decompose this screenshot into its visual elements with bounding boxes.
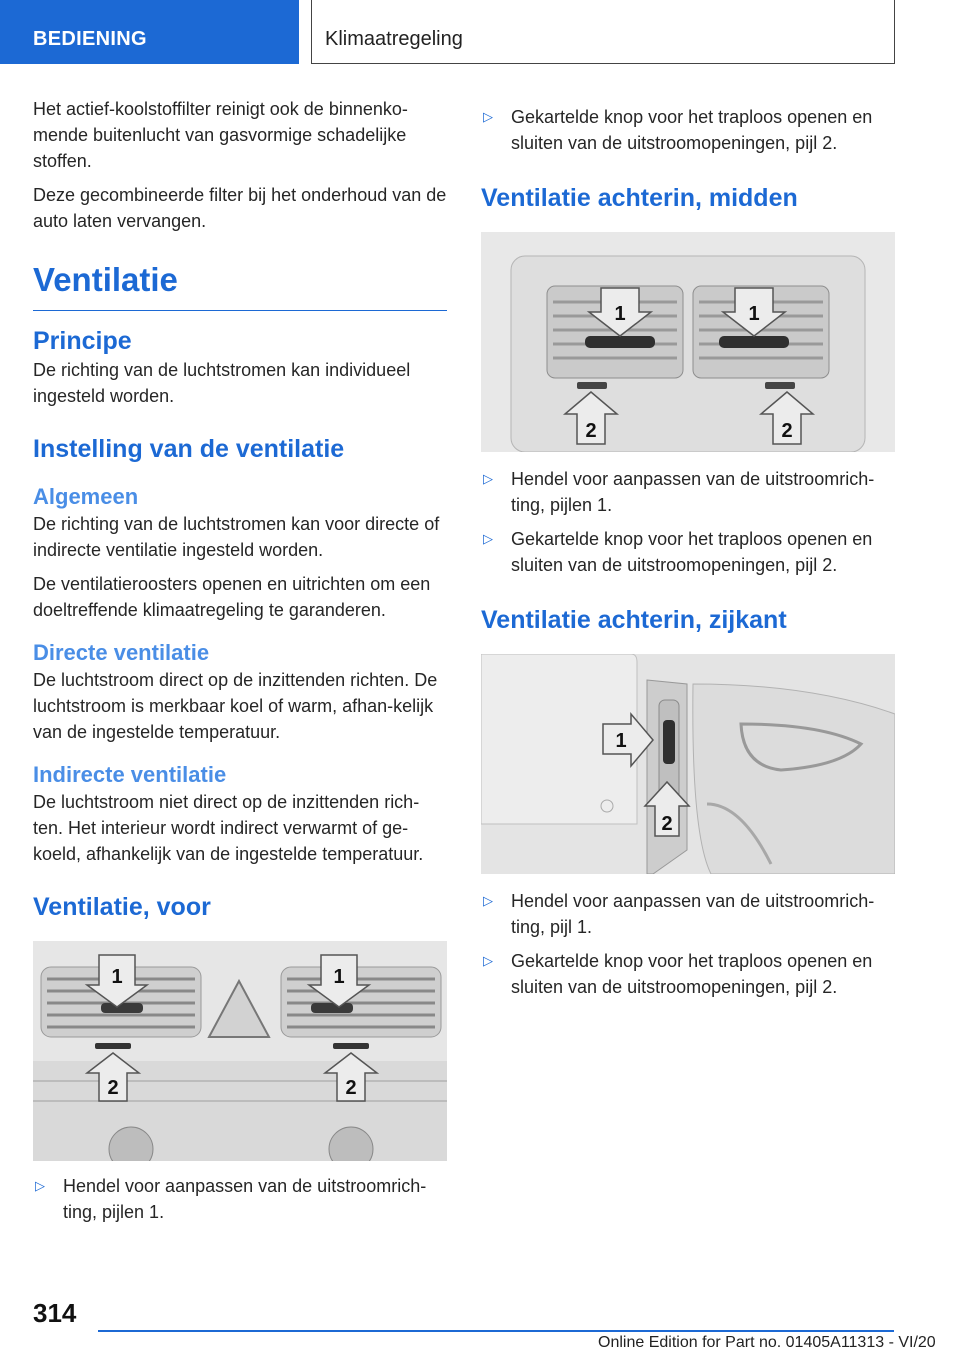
topic-title: Klimaatregeling — [311, 0, 895, 64]
bullet-marker-icon: ▷ — [483, 109, 493, 124]
bullet-text: Hendel voor aanpassen van de uitstroomrich-ting, pijlen 1. — [63, 1176, 427, 1222]
bullet-text: Gekartelde knop voor het traploos openen en sluiten van de uitstroomopeningen, pijl 2. — [511, 951, 873, 997]
bullet-marker-icon: ▷ — [483, 471, 493, 486]
label-2-left: 2 — [107, 1077, 119, 1099]
label-1-left: 1 — [111, 966, 123, 988]
heading-directe-ventilatie: Directe ventilatie — [33, 640, 210, 665]
label-1-right: 1 — [748, 303, 760, 325]
footer-edition: Online Edition for Part no. 01405A11313 - VI/20 — [598, 1334, 936, 1351]
bullet-midden-1 — [481, 466, 895, 518]
label-2-left: 2 — [585, 420, 597, 442]
heading-algemeen: Algemeen — [33, 484, 139, 509]
label-1: 1 — [615, 730, 627, 752]
left-column — [33, 96, 447, 1233]
bullet-voor-1 — [33, 1173, 447, 1225]
bullet-text: Gekartelde knop voor het traploos openen en sluiten van de uitstroomopeningen, pijl 2. — [511, 529, 873, 575]
paragraph-directe: De luchtstroom direct op de inzittenden richten. De luchtstroom is merkbaar koel of warm, afhan-kelijk van de ingestelde temperatuur. — [33, 670, 438, 742]
bullet-marker-icon: ▷ — [35, 1178, 45, 1193]
heading-achterin-zijkant: Ventilatie achterin, zijkant — [481, 606, 787, 634]
label-2: 2 — [661, 813, 673, 835]
page-number: 314 — [33, 1298, 77, 1328]
rear-side-vent-illustration — [481, 654, 895, 874]
bullet-midden-2 — [481, 526, 895, 578]
heading-ventilatie-voor: Ventilatie, voor — [33, 893, 211, 921]
label-2-right: 2 — [781, 420, 793, 442]
footer-divider — [98, 1330, 894, 1332]
label-2-right: 2 — [345, 1077, 357, 1099]
paragraph-algemeen-2: De ventilatieroosters openen en uitrichten om een doeltreffende klimaatregeling te garanderen. — [33, 574, 431, 620]
paragraph-filter: Het actief-koolstoffilter reinigt ook de binnenko-mende buitenlucht van gasvormige schadelijke stoffen. — [33, 99, 408, 171]
paragraph-principe: De richting van de luchtstromen kan individueel ingesteld worden. — [33, 360, 411, 406]
bullet-marker-icon: ▷ — [483, 893, 493, 908]
bullet-zijkant-2 — [481, 948, 895, 1000]
paragraph-indirecte: De luchtstroom niet direct op de inzittenden rich-ten. Het interieur wordt indirect verwarmt of ge-koeld, afhankelijk van de ingestelde temperatuur. — [33, 792, 424, 864]
heading-instelling: Instelling van de ventilatie — [33, 435, 345, 463]
paragraph-algemeen-1: De richting van de luchtstromen kan voor directe of indirecte ventilatie ingesteld worden. — [33, 514, 440, 560]
bullet-text: Gekartelde knop voor het traploos openen en sluiten van de uitstroomopeningen, pijl 2. — [511, 107, 873, 153]
paragraph-filter-service: Deze gecombineerde filter bij het onderhoud van de auto laten vervangen. — [33, 185, 447, 231]
section-tab: BEDIENING — [0, 0, 299, 64]
bullet-text: Hendel voor aanpassen van de uitstroomrich-ting, pijl 1. — [511, 891, 875, 937]
heading-principe: Principe — [33, 327, 132, 355]
bullet-marker-icon: ▷ — [483, 531, 493, 546]
label-1-right: 1 — [333, 966, 345, 988]
heading-achterin-midden: Ventilatie achterin, midden — [481, 184, 798, 212]
figure-rear-side-vent — [481, 654, 895, 874]
figure-front-vents — [33, 941, 447, 1161]
front-vents-illustration — [33, 941, 447, 1161]
label-1-left: 1 — [614, 303, 626, 325]
bullet-marker-icon: ▷ — [483, 953, 493, 968]
bullet-zijkant-1 — [481, 888, 895, 940]
right-column — [481, 104, 895, 1008]
rear-center-vents-illustration — [481, 232, 895, 452]
figure-rear-center-vents — [481, 232, 895, 452]
bullet-voor-2 — [481, 104, 895, 156]
bullet-text: Hendel voor aanpassen van de uitstroomrich-ting, pijlen 1. — [511, 469, 875, 515]
heading-indirecte-ventilatie: Indirecte ventilatie — [33, 762, 227, 787]
chapter-title: Ventilatie — [33, 260, 447, 311]
